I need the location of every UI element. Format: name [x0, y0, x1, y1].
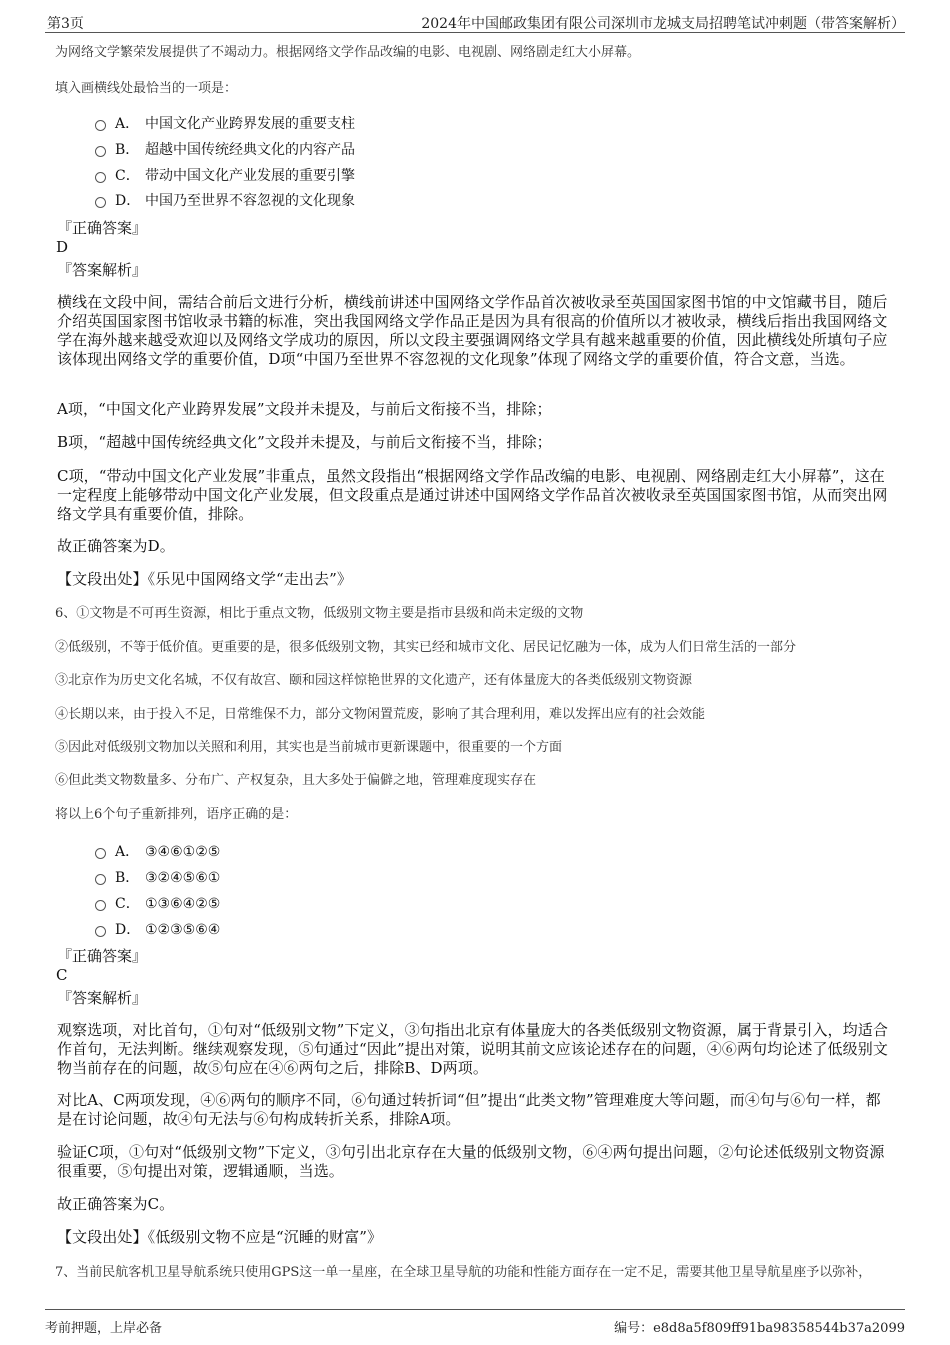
option-text: ①②③⑤⑥④: [145, 922, 221, 938]
q6-option-b[interactable]: [95, 868, 220, 888]
radio-button[interactable]: [95, 848, 106, 859]
q5-answer-label: 『正确答案』: [57, 219, 148, 237]
option-key: D．: [115, 922, 141, 938]
q6-option-c[interactable]: [95, 894, 220, 914]
document-id: 编号：e8d8a5f809ff91ba98358544b37a2099: [614, 1321, 905, 1336]
option-key: D．: [115, 193, 141, 209]
q6-sentence: ⑤因此对低级别文物加以关照和利用，其实也是当前城市更新课题中，很重要的一个方面: [55, 740, 563, 755]
q6-analysis-paragraph: 观察选项，对比首句，①句对“低级别文物”下定义，③句指出北京有体量庞大的各类低级别文物资源，属于背景引入，均适合作首句，无法判断。继续观察发现，⑤句通过“因此”提出对策，说明其前文应该论述存在的问题，④⑥两句均论述了低级别文物当前存在的问题，故⑤句应在④⑥两句之后，排除B、D两项。: [57, 1021, 888, 1077]
q5-option-c[interactable]: [95, 166, 355, 186]
q5-answer: D: [56, 238, 69, 256]
q6-analysis-paragraph: 对比A、C两项发现，④⑥两句的顺序不同，⑥句通过转折词“但”提出“此类文物”管理难度大等问题，而④句与⑥句一样，都是在讨论问题，故④句无法与⑥句构成转折关系，排除A项。: [57, 1091, 881, 1128]
q6-analysis-paragraph: 验证C项，①句对“低级别文物”下定义，③句引出北京存在大量的低级别文物，⑥④两句提出问题，②句论述低级别文物资源很重要，⑤句提出对策，逻辑通顺，当选。: [57, 1143, 885, 1180]
q6-answer: C: [56, 966, 68, 984]
radio-button[interactable]: [95, 874, 106, 885]
q6-analysis-paragraph: 故正确答案为C。: [57, 1195, 175, 1213]
option-key: A．: [115, 116, 140, 132]
q6-option-d[interactable]: [95, 920, 220, 940]
option-text: ③④⑥①②⑤: [145, 844, 221, 860]
q7-text: 7、当前民航客机卫星导航系统只使用GPS这一单一星座，在全球卫星导航的功能和性能方面存在一定不足，需要其他卫星导航星座予以弥补，: [55, 1265, 872, 1280]
q6-option-a[interactable]: [95, 842, 220, 862]
option-text: ③②④⑤⑥①: [145, 870, 221, 886]
page-number: 第3页: [47, 16, 84, 32]
option-text: 带动中国文化产业发展的重要引擎: [145, 168, 355, 184]
q6-source: 【文段出处】《低级别文物不应是“沉睡的财富”》: [57, 1228, 383, 1246]
radio-button[interactable]: [95, 172, 106, 183]
q5-source: 【文段出处】《乐见中国网络文学“走出去”》: [57, 570, 352, 588]
page-footer: [45, 1309, 905, 1338]
radio-button[interactable]: [95, 900, 106, 911]
option-key: C．: [115, 168, 140, 184]
option-key: C．: [115, 896, 140, 912]
q5-analysis-label: 『答案解析』: [57, 261, 148, 279]
option-text: ①③⑥④②⑤: [145, 896, 221, 912]
q6-analysis-label: 『答案解析』: [57, 989, 148, 1007]
page-header: [45, 10, 905, 33]
q6-answer-label: 『正确答案』: [57, 947, 148, 965]
q5-analysis-paragraph: 横线在文段中间，需结合前后文进行分析，横线前讲述中国网络文学作品首次被收录至英国国家图书馆的中文馆藏书目，随后介绍英国国家图书馆收录书籍的标准，突出我国网络文学作品正是因为具有很高的价值所以才被收录，横线后指出我国网络文学在海外越来越受欢迎以及网络文学成功的原因，所以文段主要强调网络文学具有越来越重要的价值，因此横线处所填句子应该体现出网络文学的重要价值，D项“中国乃至世界不容忽视的文化现象”体现了网络文学的重要价值，符合文意，当选。: [57, 293, 888, 368]
q6-sentence: ③北京作为历史文化名城，不仅有故宫、颐和园这样惊艳世界的文化遗产，还有体量庞大的各类低级别文物资源: [55, 673, 693, 688]
option-text: 中国乃至世界不容忽视的文化现象: [145, 193, 355, 209]
q5-analysis-paragraph: C项，“带动中国文化产业发展”非重点，虽然文段指出“根据网络文学作品改编的电影、电视剧、网络剧走红大小屏幕”，这在一定程度上能够带动中国文化产业发展，但文段重点是通过讲述中国网络文学作品首次被收录至英国国家图书馆，从而突出网络文学具有重要价值，排除。: [57, 467, 888, 523]
q6-sentence: 6、①文物是不可再生资源，相比于重点文物，低级别文物主要是指市县级和尚未定级的文物: [55, 606, 584, 621]
radio-button[interactable]: [95, 926, 106, 937]
q6-prompt: 将以上6个句子重新排列，语序正确的是：: [55, 807, 298, 822]
q6-sentence: ②低级别，不等于低价值。更重要的是，很多低级别文物，其实已经和城市文化、居民记忆融为一体，成为人们日常生活的一部分: [55, 640, 797, 655]
option-text: 中国文化产业跨界发展的重要支柱: [145, 116, 355, 132]
document-title: 2024年中国邮政集团有限公司深圳市龙城支局招聘笔试冲刺题（带答案解析）: [421, 16, 905, 32]
q5-context: 为网络文学繁荣发展提供了不竭动力。根据网络文学作品改编的电影、电视剧、网络剧走红大小屏幕。: [55, 45, 641, 60]
q5-option-d[interactable]: [95, 191, 355, 211]
radio-button[interactable]: [95, 146, 106, 157]
q5-analysis-paragraph: B项，“超越中国传统经典文化”文段并未提及，与前后文衔接不当，排除；: [57, 433, 552, 451]
option-text: 超越中国传统经典文化的内容产品: [145, 142, 355, 158]
option-key: A．: [115, 844, 140, 860]
option-key: B．: [115, 142, 140, 158]
footer-slogan: 考前押题，上岸必备: [45, 1321, 163, 1336]
q5-prompt: 填入画横线处最恰当的一项是：: [55, 81, 238, 96]
radio-button[interactable]: [95, 120, 106, 131]
q5-option-a[interactable]: [95, 114, 355, 134]
q6-sentence: ⑥但此类文物数量多、分布广、产权复杂，且大多处于偏僻之地，管理难度现实存在: [55, 773, 537, 788]
q5-analysis-paragraph: 故正确答案为D。: [57, 537, 175, 555]
q6-sentence: ④长期以来，由于投入不足，日常维保不力，部分文物闲置荒废，影响了其合理利用，难以发挥出应有的社会效能: [55, 707, 706, 722]
option-key: B．: [115, 870, 140, 886]
q5-analysis-paragraph: A项，“中国文化产业跨界发展”文段并未提及，与前后文衔接不当，排除；: [57, 400, 552, 418]
q5-option-b[interactable]: [95, 140, 355, 160]
radio-button[interactable]: [95, 197, 106, 208]
